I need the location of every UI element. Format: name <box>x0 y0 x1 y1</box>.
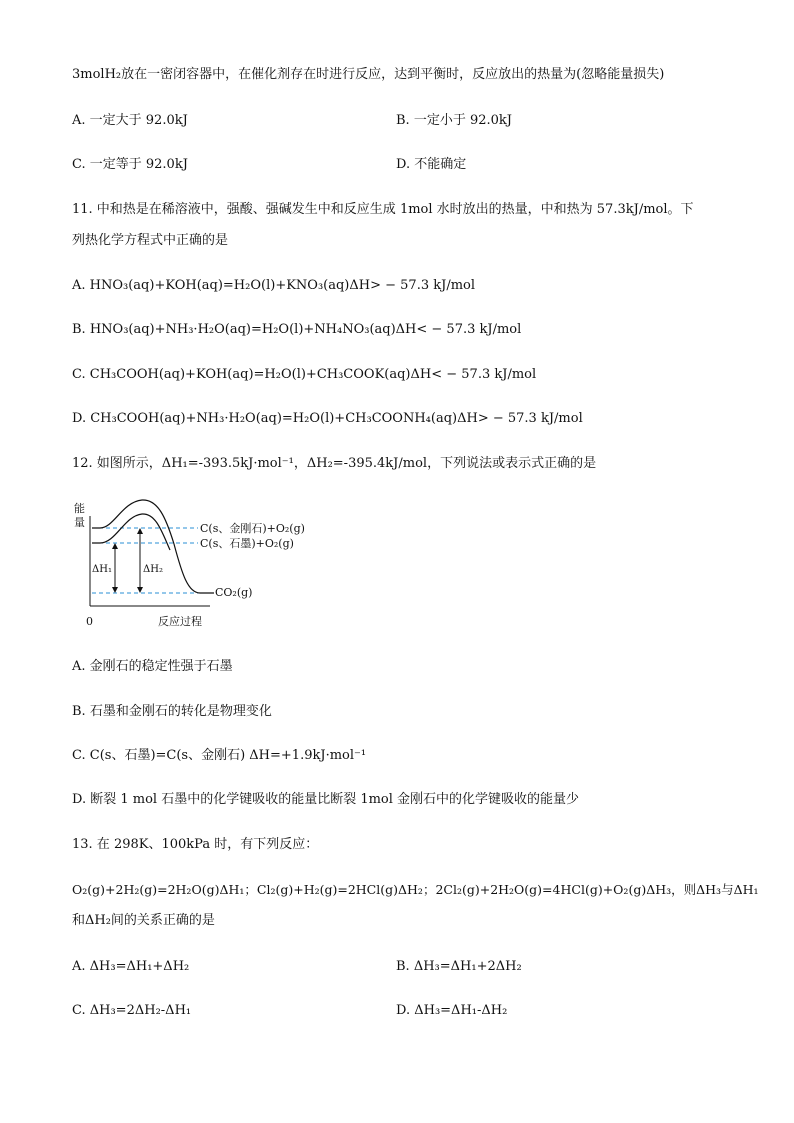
q10-option-d: D. 不能确定 <box>396 157 467 172</box>
q13-option-b: B. ΔH₃=ΔH₁+2ΔH₂ <box>396 959 522 974</box>
q13-option-d: D. ΔH₃=ΔH₁-ΔH₂ <box>396 1003 508 1018</box>
q11-option-a: A. HNO₃(aq)+KOH(aq)=H₂O(l)+KNO₃(aq)ΔH> − 57.3 kJ/mol <box>72 278 476 293</box>
q13-reactions-line1: O₂(g)+2H₂(g)=2H₂O(g)ΔH₁；Cl₂(g)+H₂(g)=2HCl(g)ΔH₂；2Cl₂(g)+2H₂O(g)=4HCl(g)+O₂(g)ΔH₃，则ΔH₃与ΔH₁ <box>72 882 759 897</box>
q11-option-c: C. CH₃COOH(aq)+KOH(aq)=H₂O(l)+CH₃COOK(aq)ΔH< − 57.3 kJ/mol <box>72 367 537 382</box>
dh1-label: ΔH₁ <box>92 564 112 575</box>
q12-option-b: B. 石墨和金刚石的转化是物理变化 <box>72 704 272 719</box>
q11-option-d: D. CH₃COOH(aq)+NH₃·H₂O(aq)=H₂O(l)+CH₃COONH₄(aq)ΔH> − 57.3 kJ/mol <box>72 411 583 426</box>
energy-diagram <box>70 494 305 630</box>
origin-label: 0 <box>86 615 93 628</box>
q10-text: 3molH₂放在一密闭容器中，在催化剂存在时进行反应，达到平衡时，反应放出的热量为(忽略能量损失) <box>72 67 665 82</box>
q12-option-d: D. 断裂 1 mol 石墨中的化学键吸收的能量比断裂 1mol 金刚石中的化学键吸收的能量少 <box>72 792 580 807</box>
q13-option-a: A. ΔH₃=ΔH₁+ΔH₂ <box>72 959 190 974</box>
diamond-curve <box>92 500 214 593</box>
q13-reactions-line2: 和ΔH₂间的关系正确的是 <box>72 913 215 928</box>
q10-option-b: B. 一定小于 92.0kJ <box>396 113 512 128</box>
q12-option-a: A. 金刚石的稳定性强于石墨 <box>72 659 233 674</box>
y-axis-label-2: 量 <box>74 516 85 529</box>
q12-stem: 12. 如图所示，ΔH₁=-393.5kJ·mol⁻¹，ΔH₂=-395.4kJ/mol，下列说法或表示式正确的是 <box>72 456 597 471</box>
y-axis-label-1: 能 <box>74 502 85 515</box>
q13-stem: 13. 在 298K、100kPa 时，有下列反应： <box>72 837 319 852</box>
q10-option-a: A. 一定大于 92.0kJ <box>72 113 188 128</box>
graphite-curve <box>92 514 170 550</box>
q10-option-c: C. 一定等于 92.0kJ <box>72 157 188 172</box>
q11-stem-line1: 11. 中和热是在稀溶液中，强酸、强碱发生中和反应生成 1mol 水时放出的热量，中和热为 57.3kJ/mol。下 <box>72 202 694 217</box>
q13-option-c: C. ΔH₃=2ΔH₂-ΔH₁ <box>72 1003 192 1018</box>
graphite-level-label: C(s、石墨)+O₂(g) <box>200 537 294 550</box>
q11-option-b: B. HNO₃(aq)+NH₃·H₂O(aq)=H₂O(l)+NH₄NO₃(aq)ΔH< − 57.3 kJ/mol <box>72 322 522 337</box>
co2-level-label: CO₂(g) <box>215 586 253 599</box>
dh2-label: ΔH₂ <box>143 564 163 575</box>
q11-stem-line2: 列热化学方程式中正确的是 <box>72 233 229 248</box>
x-axis-label: 反应过程 <box>158 615 202 628</box>
q12-option-c: C. C(s、石墨)=C(s、金刚石) ΔH=+1.9kJ·mol⁻¹ <box>72 748 367 763</box>
diamond-level-label: C(s、金刚石)+O₂(g) <box>200 522 305 535</box>
